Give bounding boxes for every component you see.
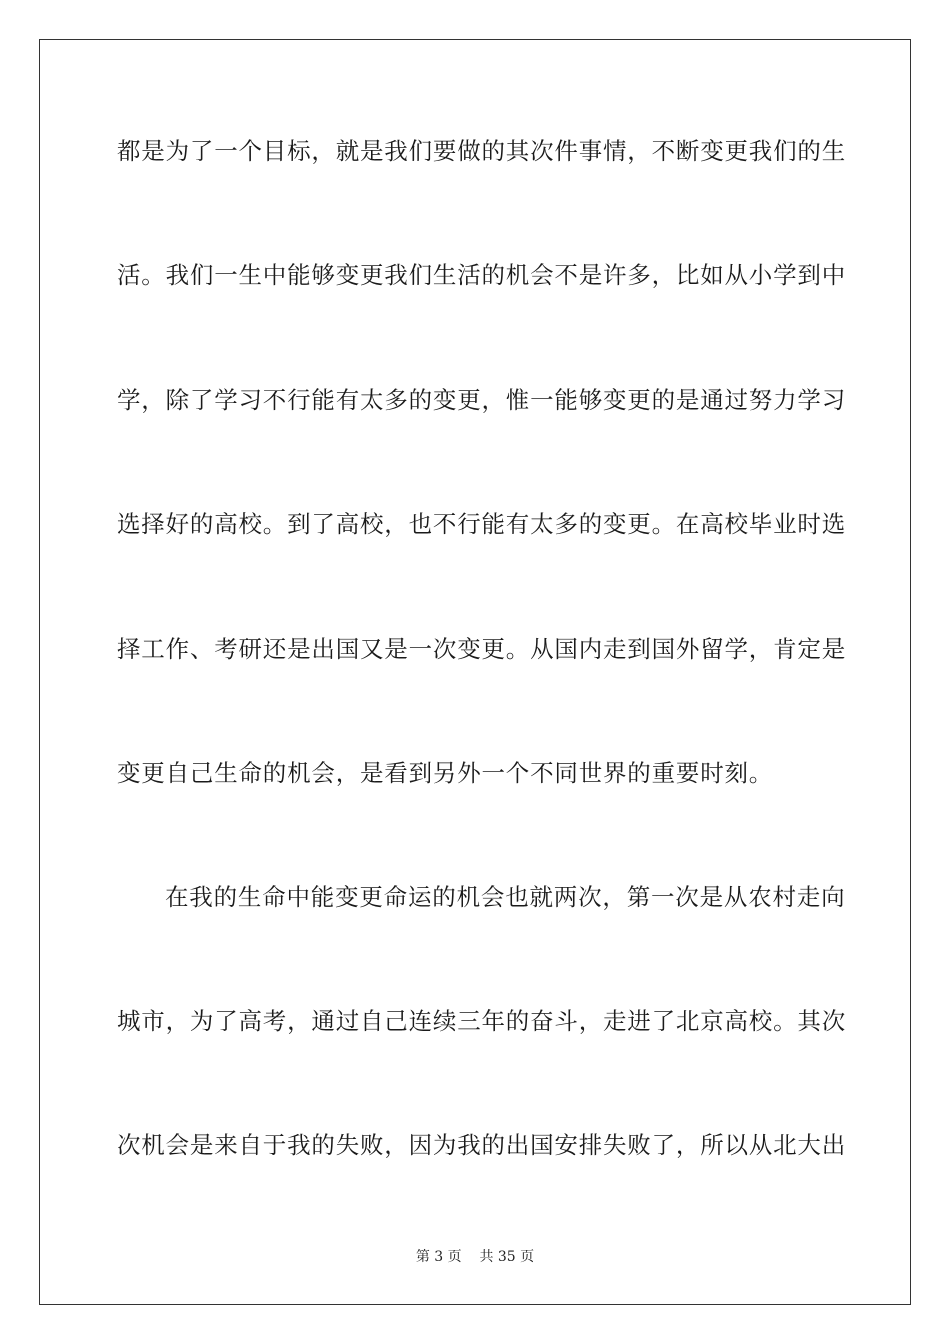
text-line-7-paragraph-start: 在我的生命中能变更命运的机会也就两次，第一次是从农村走向	[165, 883, 846, 911]
page-footer	[0, 1248, 950, 1266]
page-number: 第 3 页	[415, 1249, 462, 1265]
text-line-2: 活。我们一生中能够变更我们生活的机会不是许多，比如从小学到中	[117, 261, 846, 289]
text-line-4: 选择好的高校。到了高校，也不行能有太多的变更。在高校毕业时选	[117, 510, 846, 538]
text-line-6: 变更自己生命的机会，是看到另外一个不同世界的重要时刻。	[117, 759, 774, 787]
text-line-1: 都是为了一个目标，就是我们要做的其次件事情，不断变更我们的生	[117, 137, 846, 165]
page-border	[39, 39, 911, 1305]
text-line-5: 择工作、考研还是出国又是一次变更。从国内走到国外留学，肯定是	[117, 635, 846, 663]
total-pages: 共 35 页	[479, 1249, 535, 1265]
text-line-3: 学，除了学习不行能有太多的变更，惟一能够变更的是通过努力学习	[117, 386, 846, 414]
text-line-9: 次机会是来自于我的失败，因为我的出国安排失败了，所以从北大出	[117, 1131, 846, 1159]
text-line-8: 城市，为了高考，通过自己连续三年的奋斗，走进了北京高校。其次	[117, 1007, 846, 1035]
